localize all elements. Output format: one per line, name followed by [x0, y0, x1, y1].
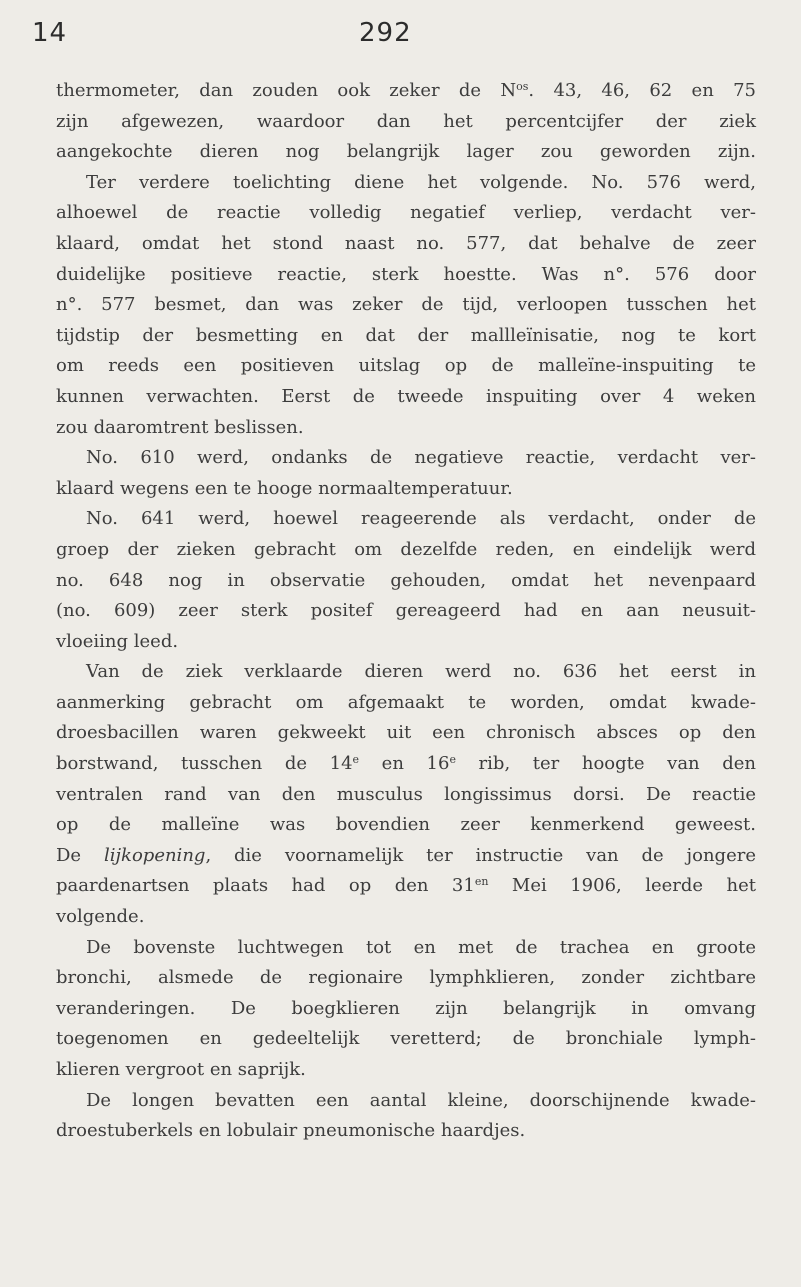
text-segment: en 16 [359, 753, 450, 775]
text-segment: aanmerking gebracht om afgemaakt te worden, omdat kwade- [56, 691, 756, 713]
text-segment: toegenomen en gedeeltelijk veretterd; de bronchiale lymph- [56, 1028, 756, 1050]
text-segment: , die voornamelijk ter instructie van de jongere [205, 844, 756, 866]
text-segment: thermometer, dan zouden ook zeker de N [56, 80, 517, 101]
text-line [56, 627, 756, 658]
text-line [56, 749, 756, 780]
text-line [56, 413, 756, 444]
text-line [56, 382, 756, 413]
page-number-right: 292 [359, 18, 412, 48]
text-line [56, 107, 756, 138]
text-line [56, 841, 756, 872]
superscript: e [352, 753, 360, 767]
text-line [56, 1024, 756, 1055]
text-segment: De bovenste luchtwegen tot en met de trachea en groote [86, 936, 756, 958]
text-line [56, 688, 756, 719]
superscript: os [516, 80, 529, 93]
text-line [56, 871, 756, 902]
text-line [56, 1086, 756, 1117]
text-segment: zou daaromtrent beslissen. [56, 416, 304, 438]
text-segment: groep der zieken gebracht om dezelfde reden, en eindelijk werd [56, 538, 756, 560]
text-segment: droestuberkels en lobulair pneumonische haardjes. [56, 1120, 526, 1142]
text-line [56, 535, 756, 566]
text-segment: kunnen verwachten. Eerst de tweede inspuiting over 4 weken [56, 385, 756, 407]
text-segment: droesbacillen waren gekweekt uit een chronisch absces op den [56, 722, 756, 744]
text-line [56, 1055, 756, 1086]
text-line [56, 137, 756, 168]
text-line [56, 260, 756, 291]
text-segment: De [56, 844, 104, 866]
text-segment: Mei 1906, leerde het [488, 875, 757, 897]
text-line [56, 810, 756, 841]
text-segment: om reeds een positieven uitslag op de malleïne-inspuiting te [56, 355, 756, 377]
text-line [56, 443, 756, 474]
text-line [56, 1116, 756, 1147]
text-line [56, 474, 756, 505]
text-segment: klaard, omdat het stond naast no. 577, dat behalve de zeer [56, 232, 756, 254]
text-line [56, 596, 756, 627]
text-line [56, 198, 756, 229]
text-line [56, 994, 756, 1025]
text-line [56, 902, 756, 933]
text-segment: alhoewel de reactie volledig negatief verliep, verdacht ver- [56, 202, 756, 224]
text-segment: vloeiing leed. [56, 630, 179, 652]
text-segment: klieren vergroot en saprijk. [56, 1059, 306, 1080]
text-segment: duidelijke positieve reactie, sterk hoestte. Was n°. 576 door [56, 263, 756, 285]
text-segment: . 43, 46, 62 en 75 [528, 80, 756, 101]
page-number-left: 14 [32, 18, 68, 48]
text-segment: No. 641 werd, hoewel reageerende als verdacht, onder de [86, 508, 756, 530]
text-line [56, 321, 756, 352]
text-segment: Ter verdere toelichting diene het volgende. No. 576 werd, [86, 171, 756, 193]
text-segment: veranderingen. De boegklieren zijn belangrijk in omvang [56, 997, 756, 1019]
text-segment: tijdstip der besmetting en dat der mallleïnisatie, nog te kort [56, 324, 756, 346]
text-line [56, 76, 756, 107]
italic-term: lijkopening [103, 844, 206, 866]
text-segment: De longen bevatten een aantal kleine, doorschijnende kwade- [86, 1089, 756, 1111]
text-segment: borstwand, tusschen de 14 [56, 753, 353, 775]
text-line [56, 718, 756, 749]
text-segment: rib, ter hoogte van den [455, 753, 757, 775]
text-segment: Van de ziek verklaarde dieren werd no. 636 het eerst in [86, 661, 756, 683]
text-line [56, 963, 756, 994]
text-segment: bronchi, alsmede de regionaire lymphklieren, zonder zichtbare [56, 967, 756, 989]
text-segment: (no. 609) zeer sterk positef gereageerd had en aan neusuit- [56, 600, 756, 622]
text-line [56, 168, 756, 199]
text-line [56, 351, 756, 382]
text-line [56, 780, 756, 811]
text-line [56, 657, 756, 688]
text-segment: zijn afgewezen, waardoor dan het percentcijfer der ziek [56, 110, 756, 132]
superscript: e [449, 753, 456, 767]
body-text [56, 76, 756, 1147]
text-segment: No. 610 werd, ondanks de negatieve reactie, verdacht ver- [86, 447, 756, 469]
text-segment: no. 648 nog in observatie gehouden, omdat het nevenpaard [56, 569, 756, 591]
text-line [56, 566, 756, 597]
text-line [56, 933, 756, 964]
text-segment: n°. 577 besmet, dan was zeker de tijd, verloopen tusschen het [56, 294, 756, 316]
text-segment: aangekochte dieren nog belangrijk lager zou geworden zijn. [56, 141, 756, 163]
superscript: en [474, 875, 489, 889]
text-segment: paardenartsen plaats had op den 31 [56, 875, 475, 897]
text-line [56, 504, 756, 535]
text-segment: volgende. [56, 906, 145, 928]
text-line [56, 229, 756, 260]
text-segment: klaard wegens een te hooge normaaltemperatuur. [56, 477, 513, 499]
text-line [56, 290, 756, 321]
text-segment: op de malleïne was bovendien zeer kenmerkend geweest. [56, 814, 756, 836]
text-segment: ventralen rand van den musculus longissimus dorsi. De reactie [56, 783, 756, 805]
